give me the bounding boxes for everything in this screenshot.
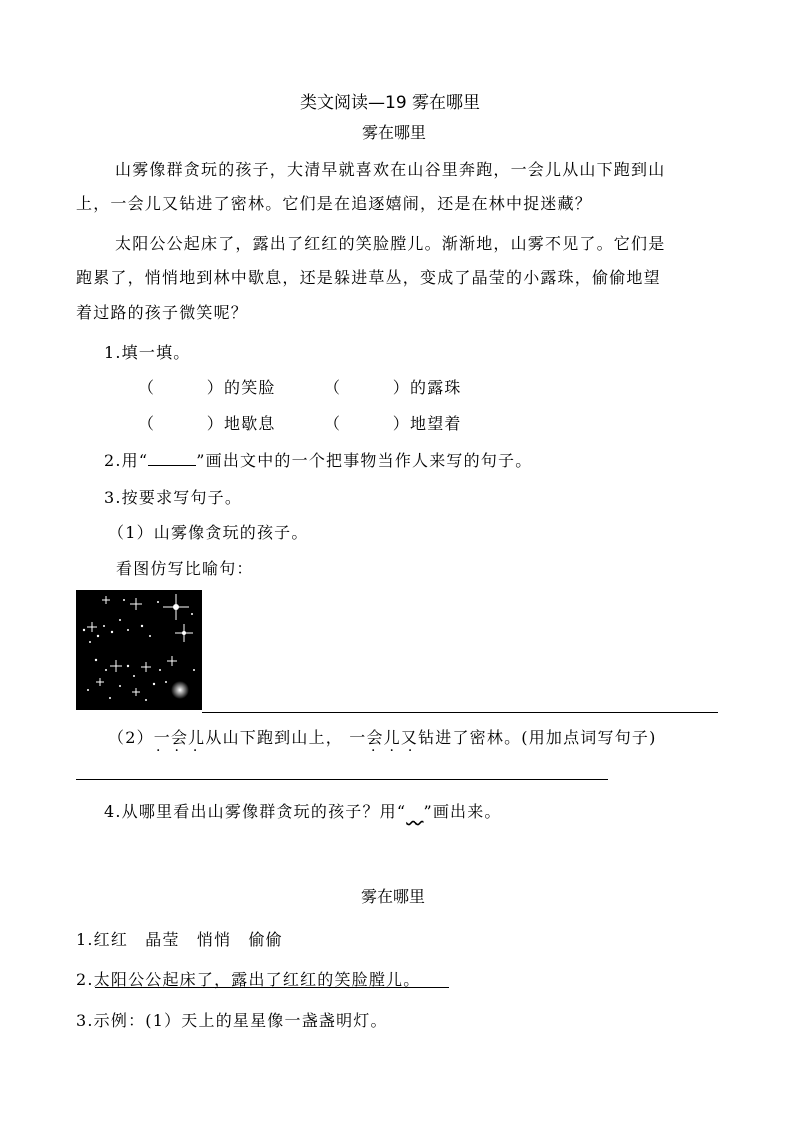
question-3-1: （1）山雾像贪玩的孩子。 bbox=[108, 523, 309, 542]
starry-sky-image bbox=[76, 590, 202, 710]
question-4-suffix: ”画出来。 bbox=[423, 802, 502, 821]
answer-2-underline bbox=[95, 987, 449, 988]
passage-line: 上，一会儿又钻进了密林。它们是在追逐嬉闹，还是在林中捉迷藏？ bbox=[76, 194, 593, 213]
question-4 bbox=[104, 799, 502, 822]
answer-line[interactable] bbox=[76, 779, 608, 780]
emphasis-dots: · · · bbox=[371, 743, 413, 759]
question-1: 1.填一填。 bbox=[104, 343, 191, 362]
answer-2-text: 太阳公公起床了，露出了红红的笑脸膛儿。 bbox=[93, 970, 421, 989]
page-title: 类文阅读—19 雾在哪里 bbox=[300, 93, 481, 113]
answer-line[interactable] bbox=[202, 712, 718, 713]
passage-line: 跑累了，悄悄地到林中歇息，还是躲进草丛，变成了晶莹的小露珠，偷偷地望 bbox=[76, 268, 661, 287]
answer-3: 3.示例：(1）天上的星星像一盏盏明灯。 bbox=[76, 1011, 388, 1030]
underline-symbol bbox=[148, 451, 196, 466]
emphasis-dots: · · · bbox=[156, 743, 198, 759]
fill-blank-item[interactable]: （ ）的笑脸 bbox=[138, 378, 276, 397]
question-2 bbox=[104, 448, 532, 471]
fill-blank-item[interactable]: （ ）地歇息 bbox=[138, 414, 276, 433]
answers-title: 雾在哪里 bbox=[361, 887, 426, 906]
question-2-prefix: 2.用“ bbox=[104, 451, 149, 470]
passage-line: 太阳公公起床了，露出了红红的笑脸膛儿。渐渐地，山雾不见了。它们是 bbox=[115, 234, 666, 253]
question-3-hint: 看图仿写比喻句： bbox=[116, 559, 254, 578]
wavy-line-symbol bbox=[406, 802, 423, 821]
question-2-suffix: ”画出文中的一个把事物当作人来写的句子。 bbox=[196, 451, 533, 470]
answer-2-prefix: 2. bbox=[76, 970, 94, 989]
question-3-2: （2）一会儿从山下跑到山上， 一会儿又钻进了密林。(用加点词写句子) bbox=[108, 728, 657, 747]
fill-blank-item[interactable]: （ ）地望着 bbox=[324, 414, 462, 433]
passage-line: 着过路的孩子微笑呢？ bbox=[76, 303, 249, 322]
answer-1: 1.红红 晶莹 悄悄 偷偷 bbox=[76, 930, 283, 949]
fill-blank-item[interactable]: （ ）的露珠 bbox=[324, 378, 462, 397]
passage-title: 雾在哪里 bbox=[362, 123, 427, 142]
question-4-prefix: 4.从哪里看出山雾像群贪玩的孩子？用“ bbox=[104, 802, 407, 821]
question-3: 3.按要求写句子。 bbox=[104, 488, 243, 507]
stars-icon bbox=[76, 590, 202, 710]
passage-line: 山雾像群贪玩的孩子，大清早就喜欢在山谷里奔跑，一会儿从山下跑到山 bbox=[115, 160, 666, 179]
